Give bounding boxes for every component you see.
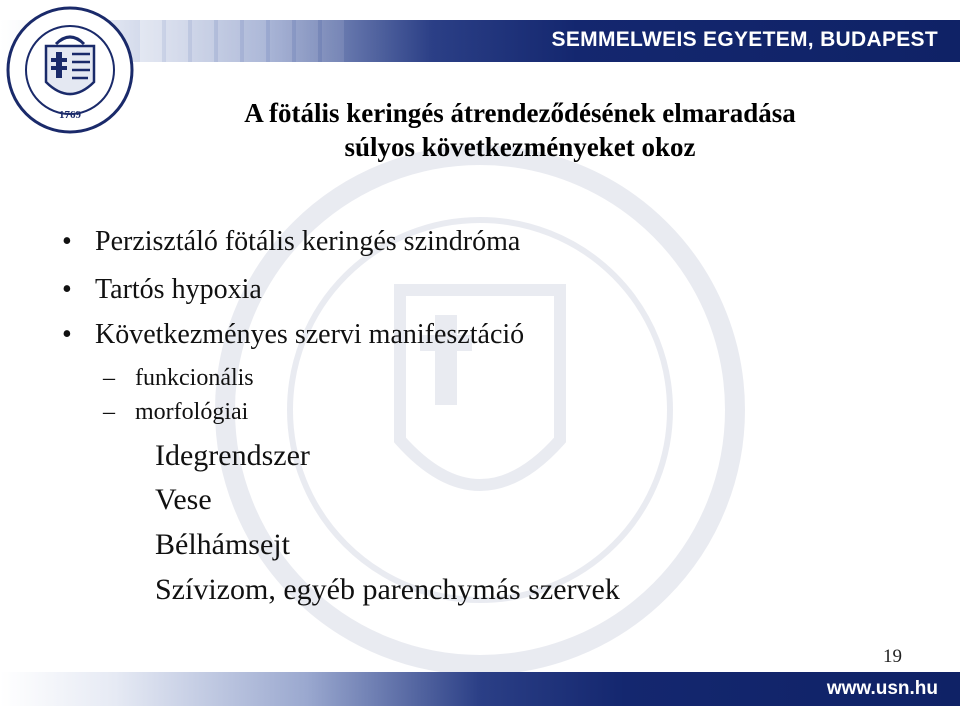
sub-bullet-item: – funkcionális	[103, 365, 254, 391]
sub-bullet-item: – morfológiai	[103, 399, 249, 425]
title-line-2: súlyos következményeket okoz	[344, 132, 696, 162]
bullet-dot-icon: •	[62, 319, 72, 350]
organ-item: Szívizom, egyéb parenchymás szervek	[155, 573, 620, 606]
logo-year: 1769	[59, 109, 81, 121]
organ-item: Vese	[155, 483, 212, 516]
title-line-1: A fötális keringés átrendeződésének elmaradása	[244, 98, 796, 128]
bullet-item: • Perzisztáló fötális keringés szindróma	[62, 226, 521, 257]
page-number: 19	[883, 646, 902, 667]
organ-item: Bélhámsejt	[155, 528, 290, 561]
bullet-item: • Tartós hypoxia	[62, 274, 262, 305]
bullet-item: • Következményes szervi manifesztáció	[62, 319, 525, 350]
bullet-dot-icon: •	[62, 226, 72, 257]
footer-bar	[0, 672, 960, 706]
bullet-dot-icon: •	[62, 274, 72, 305]
dash-icon: –	[103, 399, 115, 425]
organ-item: Idegrendszer	[155, 439, 310, 472]
institution-name: SEMMELWEIS EGYETEM, BUDAPEST	[551, 28, 938, 51]
slide-title	[90, 96, 950, 164]
footer-url: www.usn.hu	[826, 678, 938, 699]
dash-icon: –	[103, 365, 115, 391]
header-decoration	[140, 20, 348, 62]
